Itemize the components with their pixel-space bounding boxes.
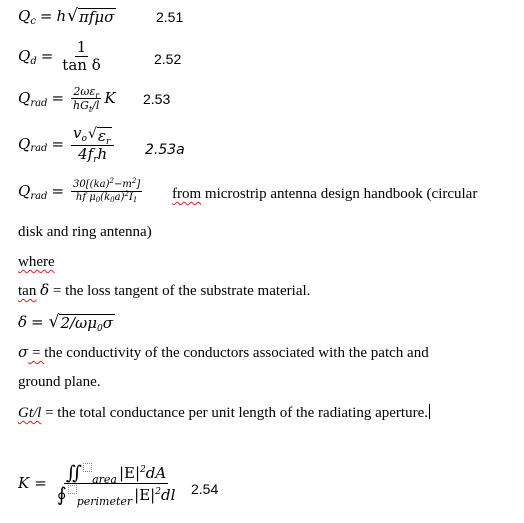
qc-sub: c xyxy=(30,15,36,27)
k-num-end: dA xyxy=(145,464,167,482)
tan-word: tan xyxy=(18,283,37,299)
qrad2-num: v xyxy=(73,124,82,142)
qd-numerator: 1 xyxy=(76,38,87,56)
qrad3-num-mid: −m xyxy=(113,179,132,190)
k-fraction xyxy=(55,462,178,508)
qrad3-den-sub2: 1 xyxy=(132,196,138,204)
equation-number-2-52: 2.52 xyxy=(154,51,182,67)
qc-radicand: πfμσ xyxy=(79,8,115,26)
equation-qc: Q c = h √ πfμσ xyxy=(18,6,115,27)
delta-radicand: 2/ωμ xyxy=(60,314,98,332)
gtl-word: Gt/l xyxy=(18,405,42,421)
sigma-symbol: σ xyxy=(18,343,29,361)
qrad1-den-sub: t xyxy=(88,105,93,114)
qrad3-var: Q xyxy=(18,182,31,200)
qrad3-num-end: ] xyxy=(136,179,141,190)
where-word: where xyxy=(18,254,55,270)
k-num-sup: 2 xyxy=(140,465,146,475)
qrad2-den: 4f xyxy=(78,145,94,163)
equation-number-2-51: 2.51 xyxy=(156,9,184,25)
qrad1-den-tail: /l xyxy=(92,99,100,112)
qrad3-sub: rad xyxy=(30,190,48,202)
qc-coef: h xyxy=(56,7,67,25)
qc-var: Q xyxy=(18,7,31,25)
qrad1-den: hG xyxy=(73,99,89,112)
qrad2-var: Q xyxy=(18,134,31,153)
delta-radicand-end: σ xyxy=(102,314,114,332)
tan-definition xyxy=(18,283,310,299)
handbook-text xyxy=(172,187,477,202)
placeholder-box xyxy=(68,485,77,494)
sigma-equals: = xyxy=(28,345,45,361)
qrad1-sub: rad xyxy=(30,97,48,109)
qrad3-num: 30[(ka) xyxy=(73,179,110,190)
gtl-definition-text: = the total conductance per unit length of the radiating aperture. xyxy=(41,405,428,421)
qrad3-num-sup2: 2 xyxy=(131,177,137,185)
double-integral-icon: ∬ xyxy=(65,462,83,484)
qrad1-fraction xyxy=(71,85,101,114)
qrad3-den-sub1: 0 xyxy=(110,196,115,204)
equation-number-2-53: 2.53 xyxy=(143,91,171,107)
qd-fraction xyxy=(60,40,102,73)
disk-line: disk and ring antenna) xyxy=(18,224,152,240)
where-line xyxy=(18,255,55,270)
k-num-expr: |E| xyxy=(119,464,141,482)
delta-radicand-sub: 0 xyxy=(97,324,103,334)
qrad3-den-sup: 2 xyxy=(124,190,129,198)
equation-qrad-1: Q rad = $\frac{2\omega\varepsilon_r}{hG_t/l}$ K xyxy=(18,85,116,114)
placeholder-box xyxy=(83,463,92,472)
k-num-sub: area xyxy=(92,473,117,486)
qrad1-num: 2ωε xyxy=(73,85,96,98)
qrad2-fraction: $v_o$ √ $\varepsilon_r$ $4f_rh$ xyxy=(71,126,114,162)
word-from: from xyxy=(172,186,202,202)
qrad1-num-sub: r xyxy=(95,91,100,100)
equation-delta: δ = √ $2/\omega\mu_0\sigma$ xyxy=(18,312,114,334)
equation-qrad-3: Q rad = $\frac{30[(ka)^2-m^2]}{hf \mu_0(k_0a)^2I_1}$ xyxy=(18,177,141,204)
qd-sub: d xyxy=(30,55,37,67)
equation-k: K = $\frac{∬ _{area} |E|^2dA}{∮ _{perimeter} |E|^2dl}$ xyxy=(18,462,176,508)
qrad3-den-sub0: 0 xyxy=(95,196,101,204)
qrad1-k: K xyxy=(104,89,116,107)
qrad3-den-d: I xyxy=(128,192,133,203)
ground-line: ground plane. xyxy=(18,374,101,390)
k-den-sub: perimeter xyxy=(76,495,133,508)
qrad1-var: Q xyxy=(18,89,31,107)
handbook-line: microstrip antenna design handbook (circular xyxy=(201,186,478,202)
qrad2-radicand-sub: r xyxy=(105,137,111,147)
qrad3-num-sup1: 2 xyxy=(109,177,114,185)
sigma-definition-text: the conductivity of the conductors associated with the patch and xyxy=(44,345,429,361)
contour-integral-icon: ∮ xyxy=(56,484,67,506)
qrad2-den-sub: r xyxy=(93,155,98,165)
gtl-definition xyxy=(18,404,430,421)
sigma-definition xyxy=(18,345,429,361)
k-den-end: dl xyxy=(160,486,176,504)
qrad2-num-sub: o xyxy=(81,134,87,144)
tan-delta-symbol: δ xyxy=(40,281,50,299)
qd-var: Q xyxy=(18,47,31,65)
qrad3-den-c: a) xyxy=(114,192,125,203)
equation-qd: Q d = $\frac{1}{\text{tan δ}}$ xyxy=(18,38,101,74)
qrad2-radicand: ε xyxy=(97,127,106,145)
k-den-expr: |E| xyxy=(134,486,156,504)
delta-sqrt: √ $2/\omega\mu_0\sigma$ xyxy=(48,312,114,334)
qrad3-den-b: (k xyxy=(100,192,111,203)
qd-denominator: tan δ xyxy=(62,56,101,74)
k-den-sup: 2 xyxy=(155,487,161,497)
qc-sqrt: √ πfμσ xyxy=(67,6,115,26)
equation-number-2-54: 2.54 xyxy=(191,481,219,497)
qrad2-den-tail: h xyxy=(97,145,108,163)
tan-definition-text: = the loss tangent of the substrate material. xyxy=(49,283,311,299)
equation-qrad-2: Q rad = $v_o$ √ $\varepsilon_r$ $4f_rh$ xyxy=(18,126,117,162)
qrad3-den: hf μ xyxy=(75,192,96,203)
equation-number-2-53a: 2.53a xyxy=(145,142,185,158)
text-cursor xyxy=(429,404,430,419)
qrad2-sub: rad xyxy=(30,143,48,154)
delta-lhs: δ xyxy=(18,313,28,331)
k-lhs: K xyxy=(18,474,30,492)
